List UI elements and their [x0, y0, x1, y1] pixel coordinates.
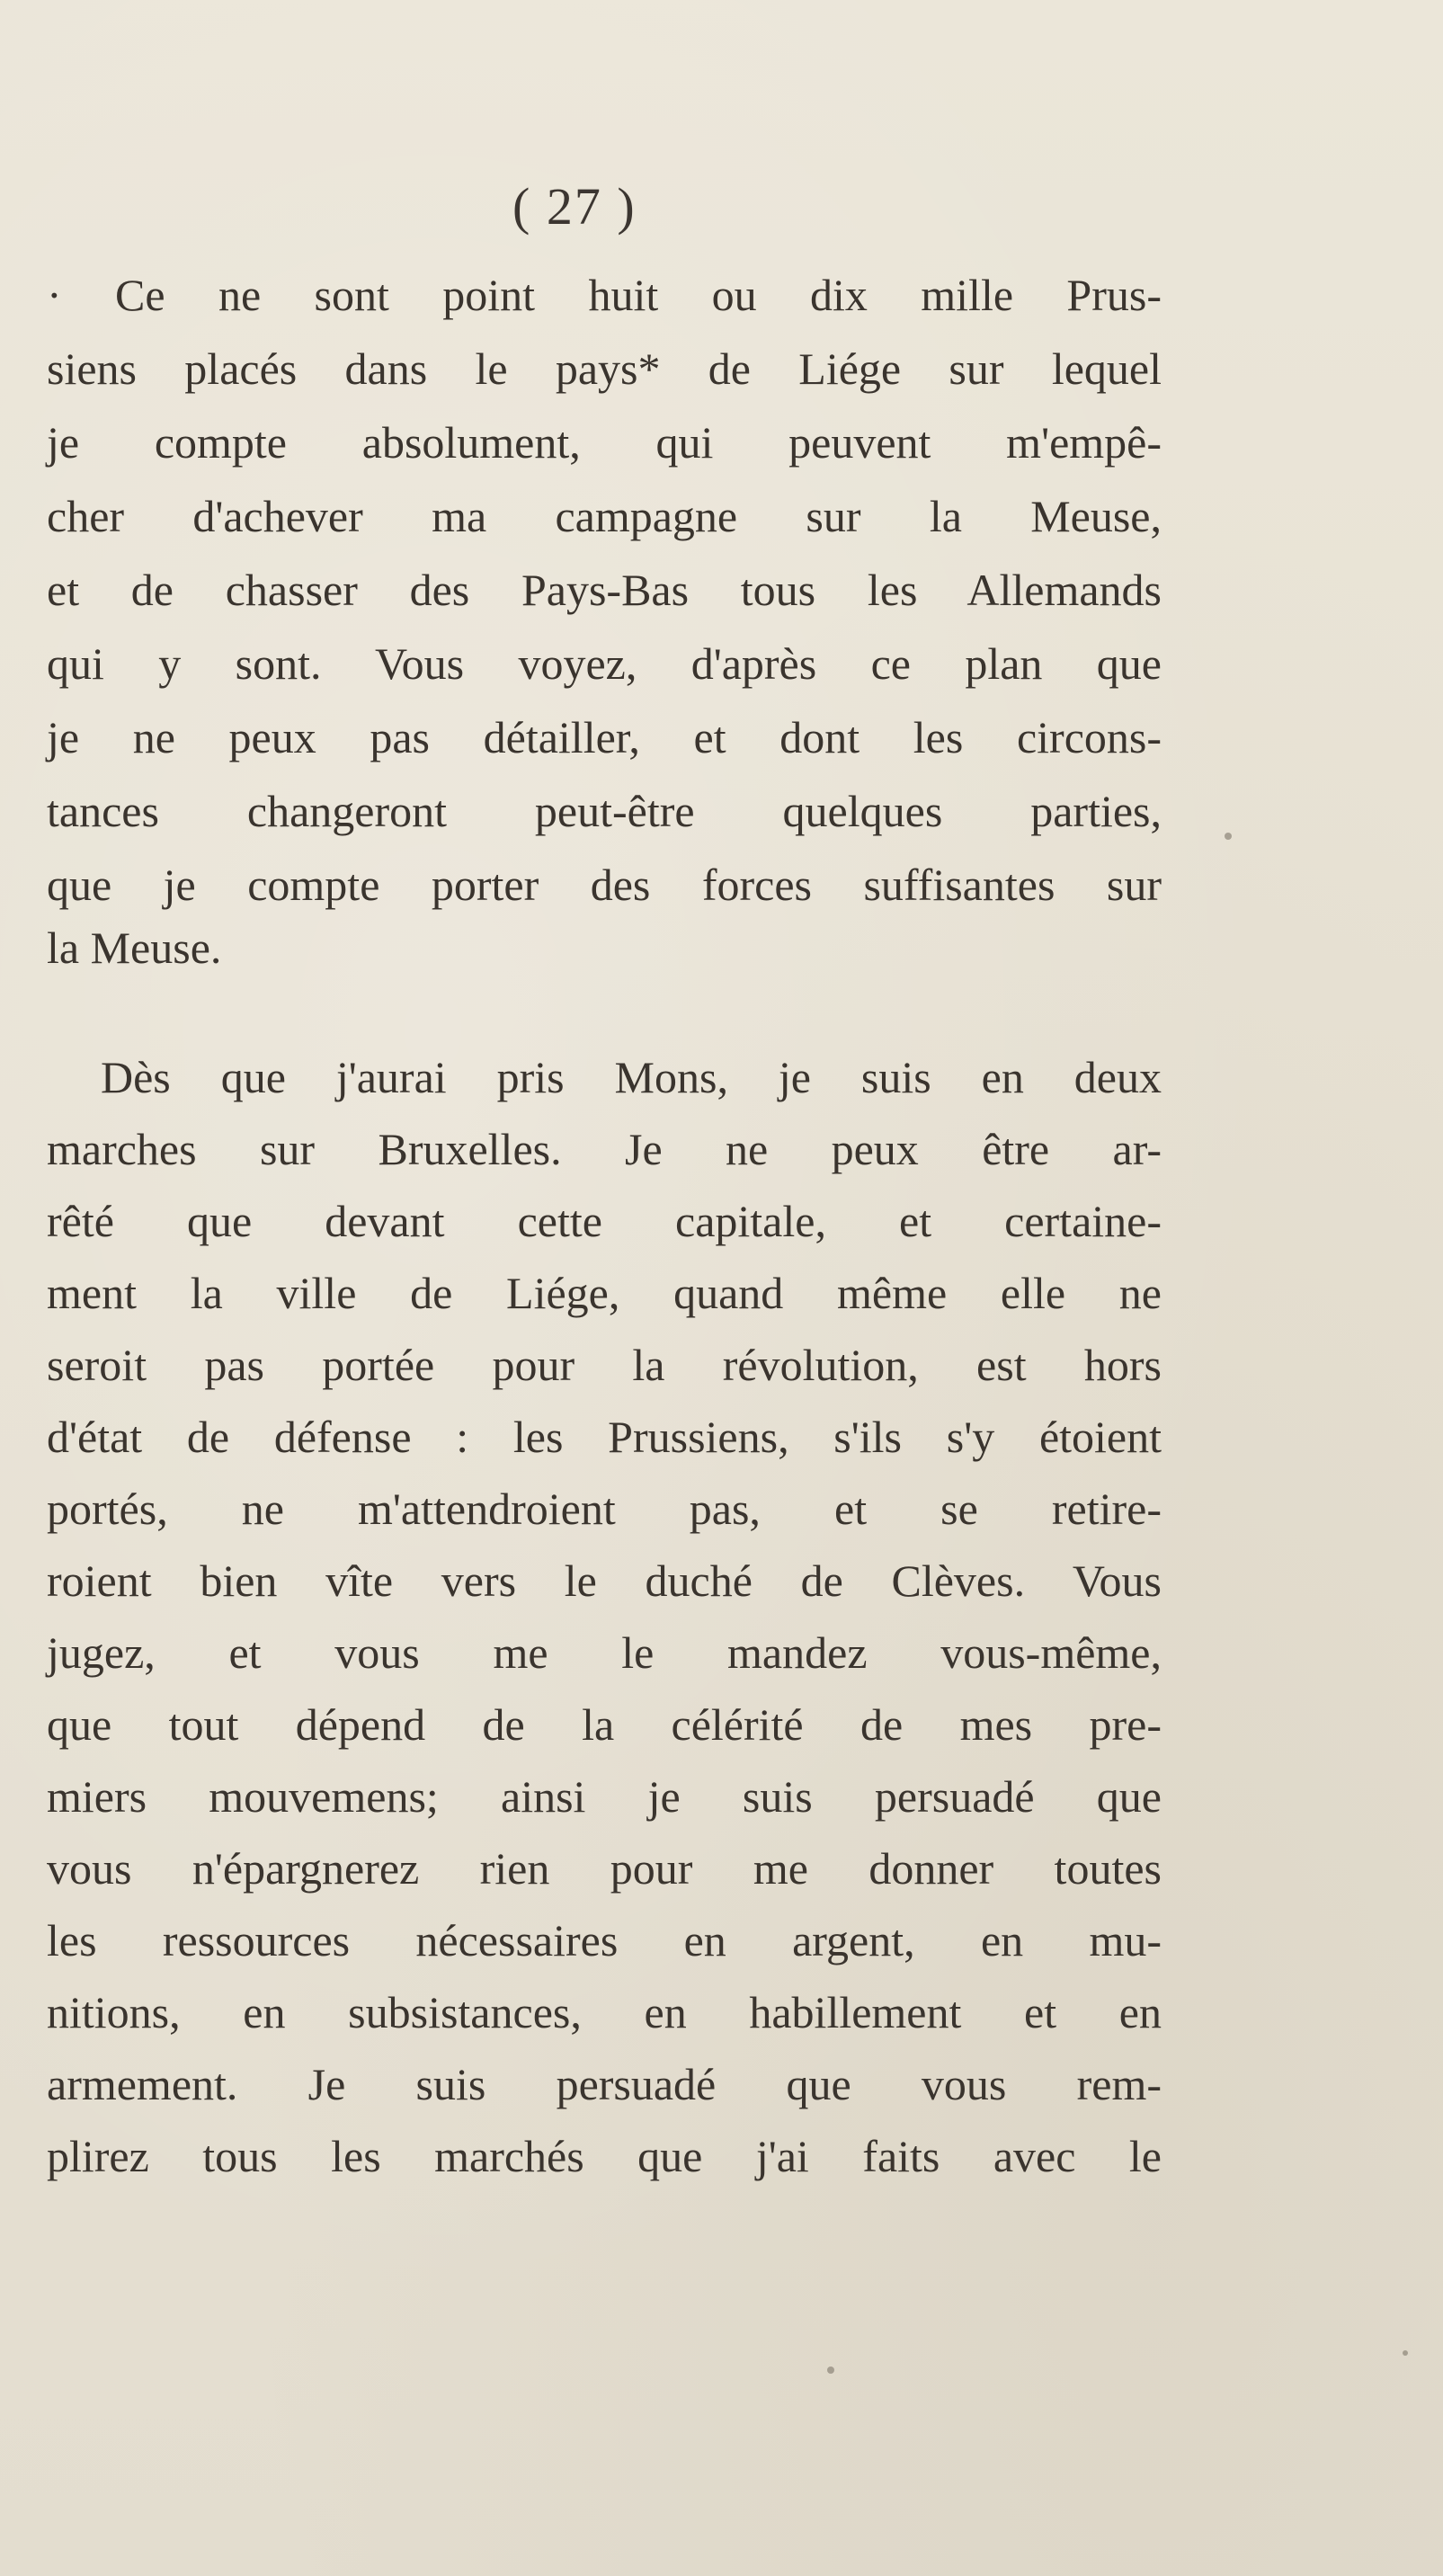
text-line: ment la ville de Liége, quand même elle ne: [47, 1268, 1162, 1318]
text-line: je ne peux pas détailler, et dont les circons-: [47, 712, 1162, 762]
text-line: armement. Je suis persuadé que vous rem-: [47, 2059, 1162, 2109]
text-line: la Meuse.: [47, 923, 222, 973]
text-line: nitions, en subsistances, en habillement et en: [47, 1987, 1162, 2037]
text-line: marches sur Bruxelles. Je ne peux être ar-: [47, 1124, 1162, 1174]
paper-speck: [1403, 2350, 1408, 2356]
text-line: jugez, et vous me le mandez vous-même,: [47, 1627, 1162, 1678]
text-line: et de chasser des Pays-Bas tous les Allemands: [47, 565, 1162, 615]
text-line: plirez tous les marchés que j'ai faits avec le: [47, 2131, 1162, 2181]
text-line: vous n'épargnerez rien pour me donner toutes: [47, 1843, 1162, 1894]
text-line: que je compte porter des forces suffisantes sur: [47, 860, 1162, 910]
page-number: ( 27 ): [512, 177, 637, 236]
text-line: que tout dépend de la célérité de mes pre-: [47, 1699, 1162, 1750]
text-line: rêté que devant cette capitale, et certaine-: [47, 1196, 1162, 1246]
text-line: d'état de défense : les Prussiens, s'ils s'y étoient: [47, 1412, 1162, 1462]
text-line: portés, ne m'attendroient pas, et se retire-: [47, 1484, 1162, 1534]
text-line: miers mouvemens; ainsi je suis persuadé que: [47, 1771, 1162, 1822]
text-line: · Ce ne sont point huit ou dix mille Prus-: [47, 270, 1162, 320]
text-line: Dès que j'aurai pris Mons, je suis en deux: [101, 1052, 1162, 1102]
text-line: qui y sont. Vous voyez, d'après ce plan que: [47, 638, 1162, 689]
text-line: siens placés dans le pays* de Liége sur lequel: [47, 343, 1162, 394]
text-line: tances changeront peut-être quelques parties,: [47, 786, 1162, 836]
text-line: roient bien vîte vers le duché de Clèves. Vous: [47, 1555, 1162, 1606]
text-line: les ressources nécessaires en argent, en mu-: [47, 1915, 1162, 1965]
text-line: seroit pas portée pour la révolution, est hors: [47, 1340, 1162, 1390]
paper-speck: [827, 2367, 834, 2374]
text-line: cher d'achever ma campagne sur la Meuse,: [47, 491, 1162, 541]
paper-speck: [1225, 833, 1232, 840]
text-line: je compte absolument, qui peuvent m'empê-: [47, 417, 1162, 468]
